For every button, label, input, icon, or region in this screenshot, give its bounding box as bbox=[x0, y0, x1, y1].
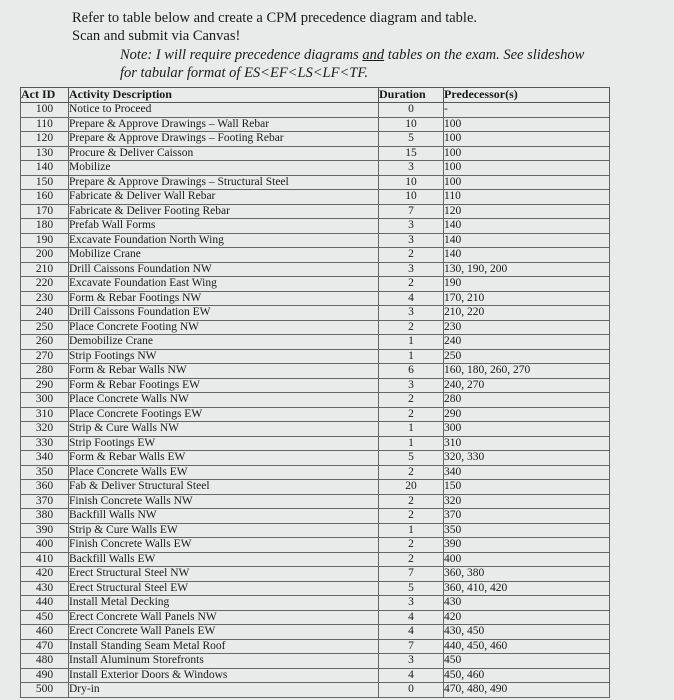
table-row bbox=[21, 567, 610, 582]
act-id-cell: 220 bbox=[21, 277, 69, 292]
activity-description-cell: Fab & Deliver Structural Steel bbox=[69, 480, 379, 495]
duration-cell: 2 bbox=[379, 320, 444, 335]
predecessors-cell: 430 bbox=[444, 596, 610, 611]
table-row bbox=[21, 393, 610, 408]
instructions bbox=[72, 9, 477, 45]
act-id-cell: 150 bbox=[21, 175, 69, 190]
table-row bbox=[21, 349, 610, 364]
table-row bbox=[21, 103, 610, 118]
duration-cell: 2 bbox=[379, 509, 444, 524]
note bbox=[120, 46, 584, 82]
activity-description-cell: Place Concrete Footings EW bbox=[69, 407, 379, 422]
act-id-cell: 180 bbox=[21, 219, 69, 234]
predecessors-cell: 240 bbox=[444, 335, 610, 350]
header-predecessors: Predecessor(s) bbox=[444, 88, 610, 103]
predecessors-cell: 210, 220 bbox=[444, 306, 610, 321]
act-id-cell: 170 bbox=[21, 204, 69, 219]
predecessors-cell: 160, 180, 260, 270 bbox=[444, 364, 610, 379]
table-row bbox=[21, 233, 610, 248]
act-id-cell: 110 bbox=[21, 117, 69, 132]
act-id-cell: 370 bbox=[21, 494, 69, 509]
table-row bbox=[21, 668, 610, 683]
predecessors-cell: 310 bbox=[444, 436, 610, 451]
table-row bbox=[21, 320, 610, 335]
table-row bbox=[21, 364, 610, 379]
duration-cell: 10 bbox=[379, 190, 444, 205]
duration-cell: 5 bbox=[379, 451, 444, 466]
predecessors-cell: 320 bbox=[444, 494, 610, 509]
predecessors-cell: 350 bbox=[444, 523, 610, 538]
note-middle: tables on the exam. See slideshow bbox=[384, 47, 585, 63]
activity-description-cell: Strip Footings NW bbox=[69, 349, 379, 364]
predecessors-cell: 150 bbox=[444, 480, 610, 495]
table-row bbox=[21, 262, 610, 277]
predecessors-cell: 110 bbox=[444, 190, 610, 205]
predecessors-cell: 120 bbox=[444, 204, 610, 219]
note-prefix: Note: I will require precedence diagrams bbox=[120, 47, 363, 63]
predecessors-cell: 430, 450 bbox=[444, 625, 610, 640]
table-row bbox=[21, 407, 610, 422]
duration-cell: 2 bbox=[379, 407, 444, 422]
table-row bbox=[21, 277, 610, 292]
act-id-cell: 320 bbox=[21, 422, 69, 437]
duration-cell: 5 bbox=[379, 581, 444, 596]
duration-cell: 4 bbox=[379, 610, 444, 625]
predecessors-cell: 450 bbox=[444, 654, 610, 669]
activity-description-cell: Install Standing Seam Metal Roof bbox=[69, 639, 379, 654]
act-id-cell: 400 bbox=[21, 538, 69, 553]
predecessors-cell: 370 bbox=[444, 509, 610, 524]
act-id-cell: 250 bbox=[21, 320, 69, 335]
activity-description-cell: Erect Concrete Wall Panels EW bbox=[69, 625, 379, 640]
act-id-cell: 140 bbox=[21, 161, 69, 176]
activity-description-cell: Prepare & Approve Drawings – Footing Rebar bbox=[69, 132, 379, 147]
duration-cell: 0 bbox=[379, 103, 444, 118]
table-row bbox=[21, 335, 610, 350]
duration-cell: 3 bbox=[379, 596, 444, 611]
predecessors-cell: 450, 460 bbox=[444, 668, 610, 683]
duration-cell: 4 bbox=[379, 668, 444, 683]
act-id-cell: 200 bbox=[21, 248, 69, 263]
activity-description-cell: Dry-in bbox=[69, 683, 379, 698]
activity-description-cell: Backfill Walls NW bbox=[69, 509, 379, 524]
act-id-cell: 100 bbox=[21, 103, 69, 118]
activity-description-cell: Drill Caissons Foundation NW bbox=[69, 262, 379, 277]
table-header-row bbox=[21, 88, 610, 103]
predecessors-cell: 140 bbox=[444, 248, 610, 263]
activity-description-cell: Drill Caissons Foundation EW bbox=[69, 306, 379, 321]
header-duration: Duration bbox=[379, 88, 444, 103]
duration-cell: 3 bbox=[379, 654, 444, 669]
predecessors-cell: 400 bbox=[444, 552, 610, 567]
predecessors-cell: 240, 270 bbox=[444, 378, 610, 393]
duration-cell: 2 bbox=[379, 552, 444, 567]
act-id-cell: 390 bbox=[21, 523, 69, 538]
activity-description-cell: Strip & Cure Walls NW bbox=[69, 422, 379, 437]
activity-description-cell: Backfill Walls EW bbox=[69, 552, 379, 567]
act-id-cell: 410 bbox=[21, 552, 69, 567]
table-row bbox=[21, 190, 610, 205]
activity-description-cell: Demobilize Crane bbox=[69, 335, 379, 350]
predecessors-cell: 340 bbox=[444, 465, 610, 480]
instruction-line-1: Refer to table below and create a CPM precedence diagram and table. bbox=[72, 10, 478, 26]
predecessors-cell: 440, 450, 460 bbox=[444, 639, 610, 654]
table-row bbox=[21, 117, 610, 132]
act-id-cell: 350 bbox=[21, 465, 69, 480]
act-id-cell: 330 bbox=[21, 436, 69, 451]
table-row bbox=[21, 161, 610, 176]
predecessors-cell: 140 bbox=[444, 233, 610, 248]
predecessors-cell: 100 bbox=[444, 117, 610, 132]
instruction-line-2: Scan and submit via Canvas! bbox=[72, 28, 241, 44]
activity-description-cell: Excavate Foundation East Wing bbox=[69, 277, 379, 292]
activity-description-cell: Place Concrete Footing NW bbox=[69, 320, 379, 335]
predecessors-cell: 420 bbox=[444, 610, 610, 625]
table-row bbox=[21, 175, 610, 190]
duration-cell: 2 bbox=[379, 538, 444, 553]
activity-description-cell: Prefab Wall Forms bbox=[69, 219, 379, 234]
table-row bbox=[21, 610, 610, 625]
duration-cell: 7 bbox=[379, 567, 444, 582]
duration-cell: 3 bbox=[379, 262, 444, 277]
activity-description-cell: Form & Rebar Footings NW bbox=[69, 291, 379, 306]
duration-cell: 2 bbox=[379, 494, 444, 509]
duration-cell: 2 bbox=[379, 393, 444, 408]
table-row bbox=[21, 596, 610, 611]
duration-cell: 7 bbox=[379, 204, 444, 219]
activity-description-cell: Erect Structural Steel NW bbox=[69, 567, 379, 582]
predecessors-cell: 300 bbox=[444, 422, 610, 437]
activity-description-cell: Place Concrete Walls EW bbox=[69, 465, 379, 480]
act-id-cell: 310 bbox=[21, 407, 69, 422]
table-row bbox=[21, 581, 610, 596]
act-id-cell: 190 bbox=[21, 233, 69, 248]
activity-description-cell: Erect Concrete Wall Panels NW bbox=[69, 610, 379, 625]
activity-description-cell: Procure & Deliver Caisson bbox=[69, 146, 379, 161]
duration-cell: 2 bbox=[379, 248, 444, 263]
duration-cell: 1 bbox=[379, 349, 444, 364]
duration-cell: 10 bbox=[379, 117, 444, 132]
table-row bbox=[21, 378, 610, 393]
predecessors-cell: 190 bbox=[444, 277, 610, 292]
activity-description-cell: Erect Structural Steel EW bbox=[69, 581, 379, 596]
duration-cell: 6 bbox=[379, 364, 444, 379]
act-id-cell: 430 bbox=[21, 581, 69, 596]
table-row bbox=[21, 552, 610, 567]
act-id-cell: 210 bbox=[21, 262, 69, 277]
act-id-cell: 240 bbox=[21, 306, 69, 321]
act-id-cell: 500 bbox=[21, 683, 69, 698]
table-row bbox=[21, 654, 610, 669]
act-id-cell: 160 bbox=[21, 190, 69, 205]
note-line-1 bbox=[120, 46, 584, 64]
activity-description-cell: Form & Rebar Walls NW bbox=[69, 364, 379, 379]
table-row bbox=[21, 509, 610, 524]
predecessors-cell: 100 bbox=[444, 132, 610, 147]
activity-description-cell: Excavate Foundation North Wing bbox=[69, 233, 379, 248]
predecessors-cell: 170, 210 bbox=[444, 291, 610, 306]
act-id-cell: 470 bbox=[21, 639, 69, 654]
act-id-cell: 270 bbox=[21, 349, 69, 364]
table-row bbox=[21, 291, 610, 306]
table-row bbox=[21, 451, 610, 466]
table-row bbox=[21, 132, 610, 147]
activity-description-cell: Prepare & Approve Drawings – Structural Steel bbox=[69, 175, 379, 190]
activity-description-cell: Place Concrete Walls NW bbox=[69, 393, 379, 408]
duration-cell: 5 bbox=[379, 132, 444, 147]
predecessors-cell: 100 bbox=[444, 161, 610, 176]
act-id-cell: 440 bbox=[21, 596, 69, 611]
activity-description-cell: Finish Concrete Walls NW bbox=[69, 494, 379, 509]
act-id-cell: 460 bbox=[21, 625, 69, 640]
duration-cell: 1 bbox=[379, 422, 444, 437]
duration-cell: 15 bbox=[379, 146, 444, 161]
activity-description-cell: Fabricate & Deliver Wall Rebar bbox=[69, 190, 379, 205]
duration-cell: 3 bbox=[379, 378, 444, 393]
activity-description-cell: Prepare & Approve Drawings – Wall Rebar bbox=[69, 117, 379, 132]
duration-cell: 3 bbox=[379, 306, 444, 321]
duration-cell: 10 bbox=[379, 175, 444, 190]
predecessors-cell: 250 bbox=[444, 349, 610, 364]
table-row bbox=[21, 465, 610, 480]
act-id-cell: 480 bbox=[21, 654, 69, 669]
table-row bbox=[21, 436, 610, 451]
predecessors-cell: 100 bbox=[444, 175, 610, 190]
table-row bbox=[21, 683, 610, 698]
table-row bbox=[21, 306, 610, 321]
duration-cell: 4 bbox=[379, 291, 444, 306]
predecessors-cell: 290 bbox=[444, 407, 610, 422]
duration-cell: 4 bbox=[379, 625, 444, 640]
predecessors-cell: 320, 330 bbox=[444, 451, 610, 466]
act-id-cell: 230 bbox=[21, 291, 69, 306]
duration-cell: 3 bbox=[379, 233, 444, 248]
activity-description-cell: Mobilize Crane bbox=[69, 248, 379, 263]
duration-cell: 2 bbox=[379, 277, 444, 292]
duration-cell: 1 bbox=[379, 436, 444, 451]
predecessors-cell: 360, 410, 420 bbox=[444, 581, 610, 596]
act-id-cell: 380 bbox=[21, 509, 69, 524]
activity-description-cell: Fabricate & Deliver Footing Rebar bbox=[69, 204, 379, 219]
predecessors-cell: 390 bbox=[444, 538, 610, 553]
duration-cell: 0 bbox=[379, 683, 444, 698]
predecessors-cell: 130, 190, 200 bbox=[444, 262, 610, 277]
duration-cell: 3 bbox=[379, 161, 444, 176]
note-line-2: for tabular format of ES<EF<LS<LF<TF. bbox=[120, 65, 368, 81]
act-id-cell: 120 bbox=[21, 132, 69, 147]
predecessors-cell: 140 bbox=[444, 219, 610, 234]
activity-table bbox=[20, 87, 610, 698]
duration-cell: 20 bbox=[379, 480, 444, 495]
table-row bbox=[21, 639, 610, 654]
activity-description-cell: Install Aluminum Storefronts bbox=[69, 654, 379, 669]
activity-description-cell: Finish Concrete Walls EW bbox=[69, 538, 379, 553]
activity-description-cell: Mobilize bbox=[69, 161, 379, 176]
table-row bbox=[21, 219, 610, 234]
act-id-cell: 340 bbox=[21, 451, 69, 466]
predecessors-cell: 360, 380 bbox=[444, 567, 610, 582]
act-id-cell: 290 bbox=[21, 378, 69, 393]
activity-description-cell: Form & Rebar Walls EW bbox=[69, 451, 379, 466]
act-id-cell: 360 bbox=[21, 480, 69, 495]
predecessors-cell: 280 bbox=[444, 393, 610, 408]
duration-cell: 1 bbox=[379, 523, 444, 538]
act-id-cell: 490 bbox=[21, 668, 69, 683]
note-underlined-word: and bbox=[362, 47, 385, 63]
activity-description-cell: Notice to Proceed bbox=[69, 103, 379, 118]
header-act-id: Act ID bbox=[21, 88, 69, 103]
table-row bbox=[21, 625, 610, 640]
act-id-cell: 130 bbox=[21, 146, 69, 161]
activity-description-cell: Install Metal Decking bbox=[69, 596, 379, 611]
duration-cell: 1 bbox=[379, 335, 444, 350]
activity-description-cell: Install Exterior Doors & Windows bbox=[69, 668, 379, 683]
table-row bbox=[21, 480, 610, 495]
table-row bbox=[21, 248, 610, 263]
act-id-cell: 420 bbox=[21, 567, 69, 582]
predecessors-cell: 100 bbox=[444, 146, 610, 161]
predecessors-cell: - bbox=[444, 103, 610, 118]
activity-description-cell: Strip & Cure Walls EW bbox=[69, 523, 379, 538]
duration-cell: 2 bbox=[379, 465, 444, 480]
act-id-cell: 280 bbox=[21, 364, 69, 379]
act-id-cell: 260 bbox=[21, 335, 69, 350]
table-row bbox=[21, 146, 610, 161]
duration-cell: 7 bbox=[379, 639, 444, 654]
table-row bbox=[21, 523, 610, 538]
table-row bbox=[21, 422, 610, 437]
table-body bbox=[21, 103, 610, 698]
act-id-cell: 450 bbox=[21, 610, 69, 625]
table-row bbox=[21, 204, 610, 219]
duration-cell: 3 bbox=[379, 219, 444, 234]
table-row bbox=[21, 494, 610, 509]
table-row bbox=[21, 538, 610, 553]
header-activity-description: Activity Description bbox=[69, 88, 379, 103]
activity-description-cell: Form & Rebar Footings EW bbox=[69, 378, 379, 393]
predecessors-cell: 230 bbox=[444, 320, 610, 335]
act-id-cell: 300 bbox=[21, 393, 69, 408]
predecessors-cell: 470, 480, 490 bbox=[444, 683, 610, 698]
activity-description-cell: Strip Footings EW bbox=[69, 436, 379, 451]
